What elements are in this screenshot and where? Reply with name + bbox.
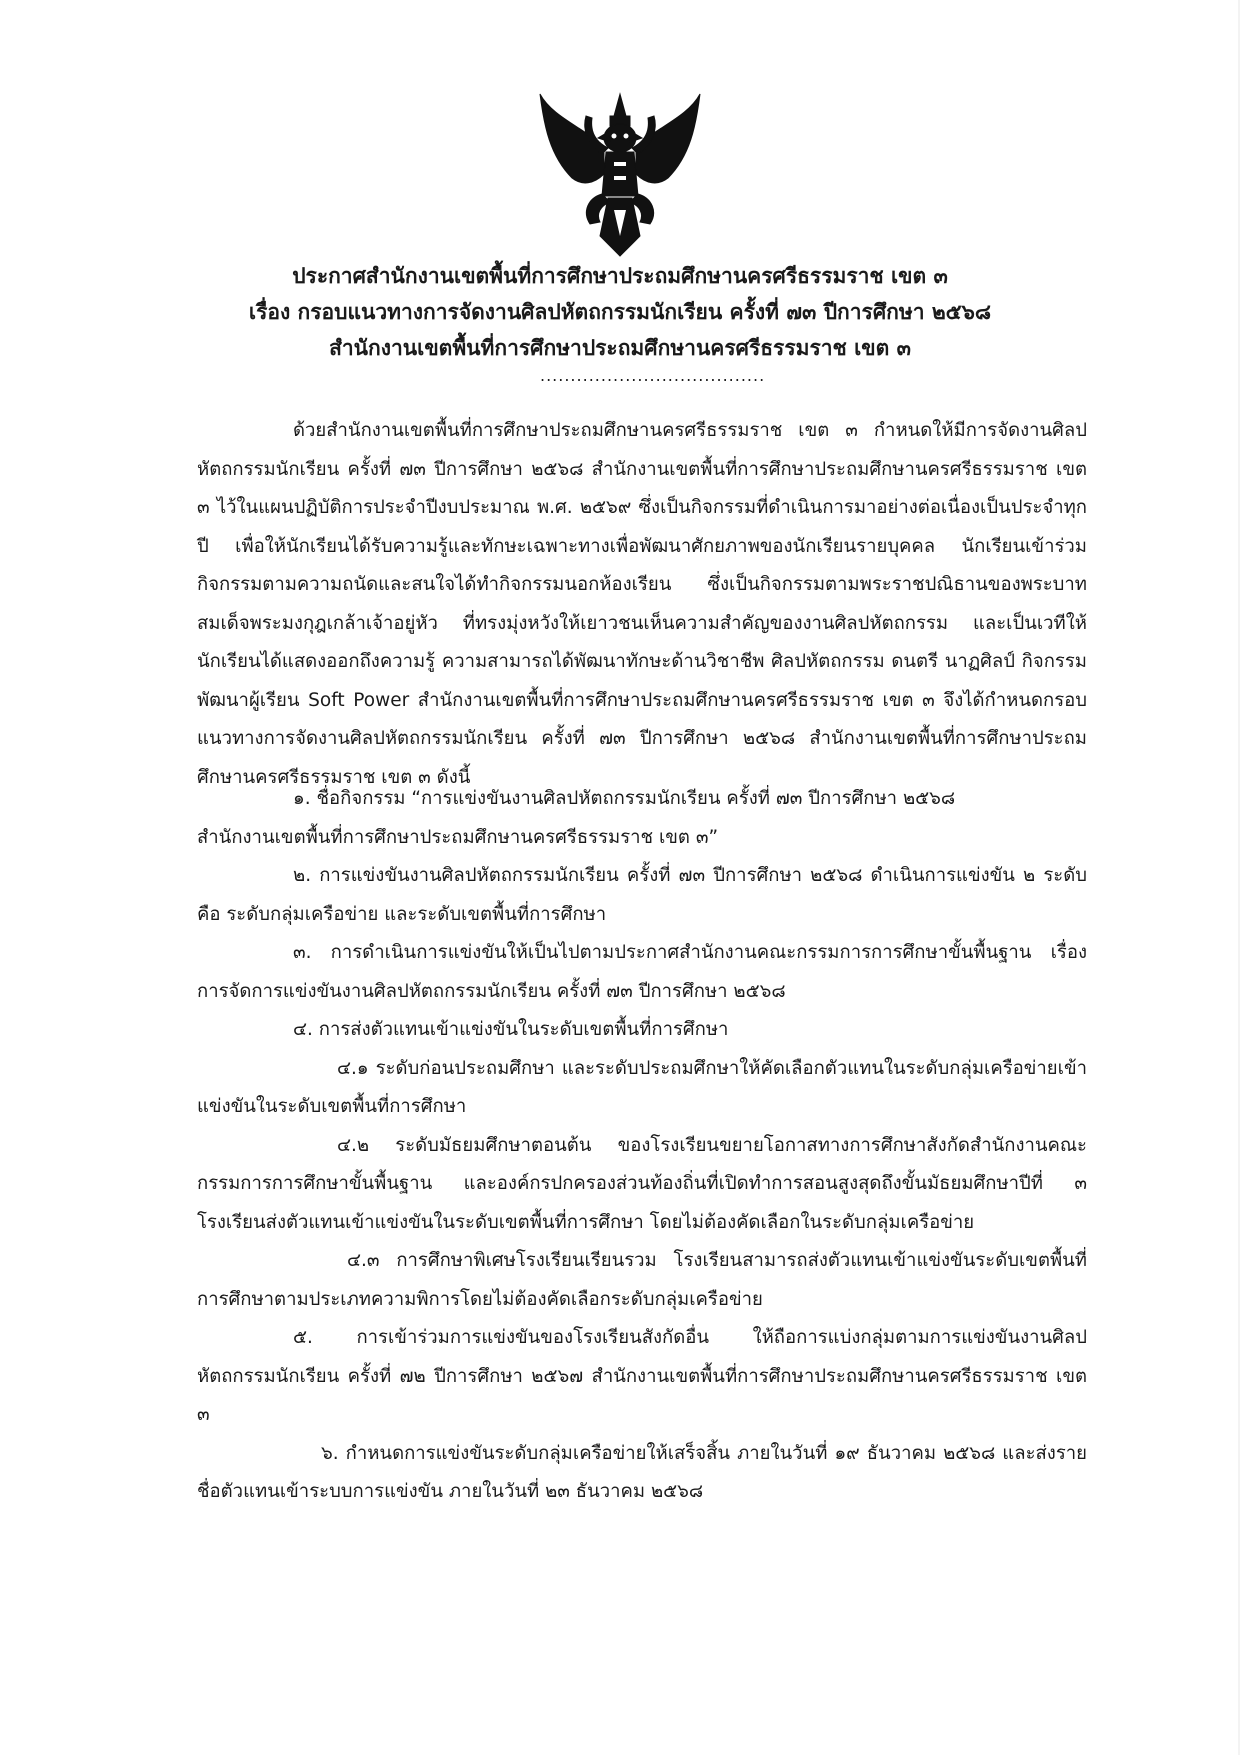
provision-6: ๖. กำหนดการแข่งขันระดับกลุ่มเครือข่ายให้เสร็จสิ้น ภายในวันที่ ๑๙ ธันวาคม ๒๕๖๘ และส่งรายชื่อตัวแทนเข้าระบบการแข่งขัน ภายในวันที่ ๒๓ ธันวาคม ๒๕๖๘ <box>197 1442 1087 1502</box>
provision-4-2: ๔.๒ ระดับมัธยมศึกษาตอนต้น ของโรงเรียนขยายโอกาสทางการศึกษาสังกัดสำนักงานคณะกรรมการการศึกษาขั้นพื้นฐาน และองค์กรปกครองส่วนท้องถิ่นที่เปิดทำการสอนสูงสุดถึงขั้นมัธยมศึกษาปีที่ ๓ โรงเรียนส่งตัวแทนเข้าแข่งขันในระดับเขตพื้นที่การศึกษา โดยไม่ต้องคัดเลือกในระดับกลุ่มเครือข่าย <box>197 1134 1087 1233</box>
provision-4: ๔. การส่งตัวแทนเข้าแข่งขันในระดับเขตพื้นที่การศึกษา <box>293 1019 729 1040</box>
provision-1: ๑. ชื่อกิจกรรม “การแข่งขันงานศิลปหัตถกรรมนักเรียน ครั้งที่ ๗๓ ปีการศึกษา ๒๕๖๘ <box>293 788 956 809</box>
provision-2: ๒. การแข่งขันงานศิลปหัตถกรรมนักเรียน ครั้งที่ ๗๓ ปีการศึกษา ๒๕๖๘ ดำเนินการแข่งขัน ๒ ระดับ คือ ระดับกลุ่มเครือข่าย และระดับเขตพื้นที่การศึกษา <box>197 865 1087 925</box>
announcement-title: ประกาศสำนักงานเขตพื้นที่การศึกษาประถมศึกษานครศรีธรรมราช เขต ๓ <box>292 264 948 288</box>
issuing-office: สำนักงานเขตพื้นที่การศึกษาประถมศึกษานครศรีธรรมราช เขต ๓ <box>329 336 911 360</box>
announcement-subject: เรื่อง กรอบแนวทางการจัดงานศิลปหัตถกรรมนักเรียน ครั้งที่ ๗๓ ปีการศึกษา ๒๕๖๘ <box>248 300 992 324</box>
provision-5: ๕. การเข้าร่วมการแข่งขันของโรงเรียนสังกัดอื่น ให้ถือการแบ่งกลุ่มตามการแข่งขันงานศิลปหัตถกรรมนักเรียน ครั้งที่ ๗๒ ปีการศึกษา ๒๕๖๗ สำนักงานเขตพื้นที่การศึกษาประถมศึกษานครศรีธรรมราช เขต ๓ <box>197 1327 1087 1425</box>
garuda-emblem-icon <box>530 86 710 261</box>
intro-paragraph: ด้วยสำนักงานเขตพื้นที่การศึกษาประถมศึกษานครศรีธรรมราช เขต ๓ กำหนดให้มีการจัดงานศิลปหัตถกรรมนักเรียน ครั้งที่ ๗๓ ปีการศึกษา ๒๕๖๘ สำนักงานเขตพื้นที่การศึกษาประถมศึกษานครศรีธรรมราช เขต ๓ ไว้ในแผนปฏิบัติการประจำปีงบประมาณ พ.ศ. ๒๕๖๙ ซึ่งเป็นกิจกรรมที่ดำเนินการมาอย่างต่อเนื่องเป็นประจำทุกปี เพื่อให้นักเรียนได้รับความรู้และทักษะเฉพาะทางเพื่อพัฒนาศักยภาพของนักเรียนรายบุคคล นักเรียนเข้าร่วมกิจกรรมตามความถนัดและสนใจได้ทำกิจกรรมนอกห้องเรียน ซึ่งเป็นกิจกรรมตามพระราชปณิธานของพระบาทสมเด็จพระมงกุฎเกล้าเจ้าอยู่หัว ที่ทรงมุ่งหวังให้เยาวชนเห็นความสำคัญของงานศิลปหัตถกรรม และเป็นเวทีให้นักเรียนได้แสดงออกถึงความรู้ ความสามารถได้พัฒนาทักษะด้านวิชาชีพ ศิลปหัตถกรรม ดนตรี นาฏศิลป์ กิจกรรมพัฒนาผู้เรียน Soft Power สำนักงานเขตพื้นที่การศึกษาประถมศึกษานครศรีธรรมราช เขต ๓ จึงได้กำหนดกรอบแนวทางการจัดงานศิลปหัตถกรรมนักเรียน ครั้งที่ ๗๓ ปีการศึกษา ๒๕๖๘ สำนักงานเขตพื้นที่การศึกษาประถมศึกษานครศรีธรรมราช เขต ๓ ดังนี้ <box>197 420 1087 788</box>
provision-4-1: ๔.๑ ระดับก่อนประถมศึกษา และระดับประถมศึกษาให้คัดเลือกตัวแทนในระดับกลุ่มเครือข่ายเข้าแข่งขันในระดับเขตพื้นที่การศึกษา <box>197 1057 1087 1117</box>
provision-4-3: ๔.๓ การศึกษาพิเศษโรงเรียนเรียนรวม โรงเรียนสามารถส่งตัวแทนเข้าแข่งขันระดับเขตพื้นที่การศึกษาตามประเภทความพิการโดยไม่ต้องคัดเลือกระดับกลุ่มเครือข่าย <box>197 1250 1087 1310</box>
provision-3: ๓. การดำเนินการแข่งขันให้เป็นไปตามประกาศสำนักงานคณะกรรมการการศึกษาขั้นพื้นฐาน เรื่อง การจัดการแข่งขันงานศิลปหัตถกรรมนักเรียน ครั้งที่ ๗๓ ปีการศึกษา ๒๕๖๘ <box>197 942 1087 1002</box>
provisions-list <box>197 780 1087 1512</box>
header-separator: ..................................... <box>540 366 766 385</box>
provision-1-continued: สำนักงานเขตพื้นที่การศึกษาประถมศึกษานครศรีธรรมราช เขต ๓” <box>197 826 719 848</box>
